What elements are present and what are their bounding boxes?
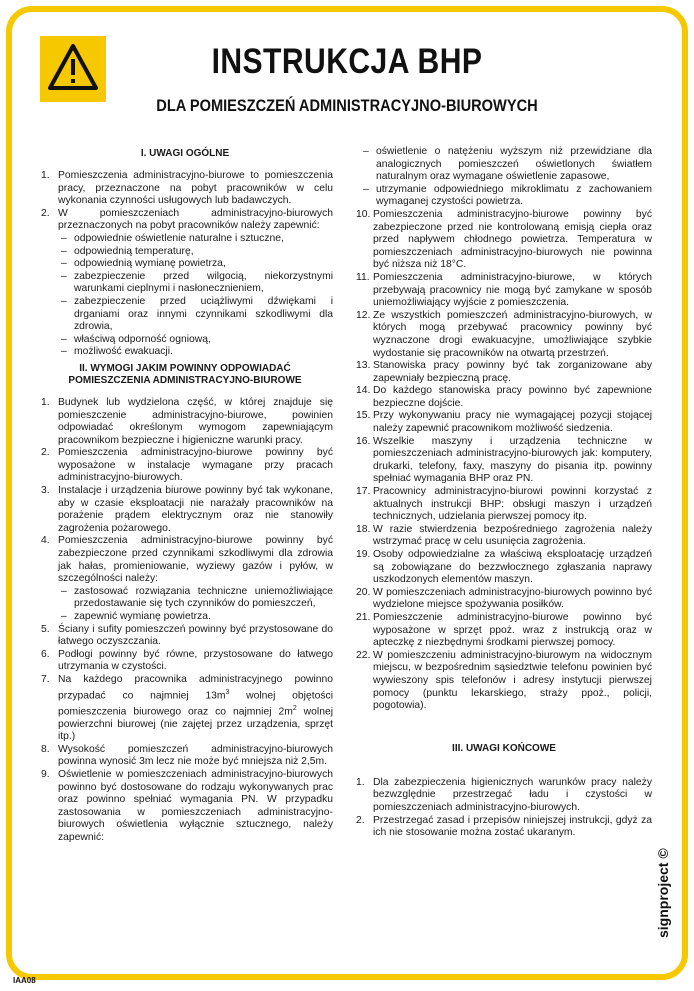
list-item: 7. Na każdego pracownika administracyjnego powinno przypadać co najmniej $13m^3$ wolnej objętości pomieszczenia biurowego oraz co najmniej $2m^2$ wolnej powierzchni biurowej (nie zajętej przez urządzenia, sprzęt itp.) (41, 673, 334, 743)
sub-item: – odpowiednie oświetlenie naturalne i sztuczne, (58, 233, 333, 246)
section1-list (37, 170, 333, 359)
list-item: 4. Pomieszczenia administracyjno-biurowe powinny być zabezpieczone przed czynnikami szkodliwymi dla zdrowia jak hałas, promieniowanie, wyziewy gazów i pyłów, w szczególności należy: – zastosować rozwiązania techniczne uniemożliwiające przedostawanie się tych czynników do pomieszczeń, – zapewnić wymianę powietrza. (37, 535, 333, 623)
sub-item: – odpowiednią wymianę powietrza, (58, 258, 333, 271)
section2-list-left (37, 397, 333, 845)
page-subtitle: DLA POMIESZCZEŃ ADMINISTRACYJNO-BIUROWYCH (156, 96, 538, 115)
section2-list-right (356, 209, 652, 713)
list-item: 8. Wysokość pomieszczeń administracyjno-biurowych powinna wynosić 3m lecz nie może być mniejsza niż 2,5m. (41, 743, 333, 768)
brand-signproject: signproject © (655, 848, 671, 938)
sub-item: – zabezpieczenie przed wilgocią, niekorzystnymi warunkami cieplnymi i nasłonecznieniem, (58, 271, 333, 296)
list-item: 14. Do każdego stanowiska pracy powinno być zapewnione bezpieczne dojście. (356, 385, 652, 409)
list-item: 3. Instalacje i urządzenia biurowe powinny być tak wykonane, aby w czasie eksploatacji nie narażały pracowników na porażenie prądem elektrycznym oraz nie stanowiły zagrożenia pożarowego. (41, 485, 333, 534)
section3-list (356, 777, 652, 840)
sub-item: – zabezpieczenie przed uciążliwymi dźwiękami i drganiami oraz innymi czynnikami szkodliwymi dla zdrowia, (58, 296, 333, 334)
list-item: 16. Wszelkie maszyny i urządzenia techniczne w pomieszczeniach administracyjno-biurowych jak: komputery, drukarki, telefony, faxy, maszyny do pisania itp. powinny spełniać wymagania BHP oraz PN. (356, 435, 652, 485)
list-item: 13. Stanowiska pracy powinny być tak zorganizowane aby zapewniały bezpieczną pracę. (356, 360, 652, 384)
list-item: 1. Dla zabezpieczenia higienicznych warunków pracy należy bezwzględnie przestrzegać ładu i czystości w pomieszczeniach administracyjno-biurowych. (356, 776, 652, 813)
section2-item9-sublist (360, 146, 652, 209)
list-item: 10. Pomieszczenia administracyjno-biurowe powinny być zabezpieczone przed nie kontrolowaną emisją ciepła oraz przed napływem chłodnego powietrza. Temperatura w pomieszczeniach administracyjno-biurowych nie powinna być niższa niż 18°C. (356, 208, 652, 271)
sign-code: IAA08 (13, 976, 36, 985)
list-item: 20. W pomieszczeniach administracyjno-biurowych powinno być wydzielone miejsce spożywania posiłków. (356, 586, 652, 611)
sub-item: – możliwość ewakuacji. (58, 346, 333, 359)
section1-heading: I. UWAGI OGÓLNE (140, 148, 230, 159)
list-item: 15. Przy wykonywaniu pracy nie wymagającej pozycji stojącej należy zapewnić pracownikom możliwość siedzenia. (356, 410, 652, 435)
list-item: 12. Ze wszystkich pomieszczeń administracyjno-biurowych, w których mogą przebywać pracownicy powinny być wyznaczone drogi ewakuacyjne, umożliwiające szybkie wydostanie się pracowników na otwartą przestrzeń. (356, 309, 652, 359)
sub-list (58, 233, 333, 359)
section2-heading: II. WYMOGI JAKIM POWINNY ODPOWIADAĆ POMIESZCZENIA ADMINISTRACYJNO-BIUROWE (68, 362, 302, 386)
list-item: 22. W pomieszczeniu administracyjno-biurowym na widocznym miejscu, w bezpośrednim sąsiedztwie telefonu powinien być wywieszony spis telefonów i adresy instytucji pierwszej pomocy (punktu lekarskiego, straży ppoż., policji, pogotowia). (356, 649, 652, 712)
list-item: 1. Pomieszczenia administracyjno-biurowe to pomieszczenia pracy, przeznaczone na pobyt pracowników w celu wykonania czynności usługowych lub badawczych. (41, 170, 333, 207)
right-column (356, 146, 652, 840)
list-item: 1. Budynek lub wydzielona część, w której znajduje się pomieszczenie administracyjno-biurowe, powinien odpowiadać określonym wymogom zapewniającym pracownikom bezpieczne i higieniczne warunki pracy. (41, 396, 333, 446)
list-item: 19. Osoby odpowiedzialne za właściwą eksploatację urządzeń są zobowiązane do bezzwłocznego zgłaszania naprawy uszkodzonych elementów maszyn. (356, 549, 652, 586)
list-item: 18. W razie stwierdzenia bezpośredniego zagrożenia należy wstrzymać pracę w celu usunięcia zagrożenia. (356, 523, 652, 548)
sub-item: – odpowiednią temperaturę, (58, 246, 333, 259)
list-item: 21. Pomieszczenie administracyjno-biurowe powinno być wyposażone w sprzęt ppoż. wraz z instrukcją oraz w apteczkę z niezbędnymi środkami pierwszej pomocy. (356, 611, 652, 649)
list-item: 5. Ściany i sufity pomieszczeń powinny być przystosowane do łatwego oczyszczania. (41, 623, 333, 648)
sub-list (58, 586, 333, 624)
list-item: 2. W pomieszczeniach administracyjno-biurowych przeznaczonych na pobyt pracowników należy zapewnić: – odpowiednie oświetlenie naturalne i sztuczne, – odpowiednią temperaturę, – odpowiednią wymianę powietrza, – zabezpieczenie przed wilgocią, niekorzystnymi warunkami cieplnymi i nasłonecznieniem, – zabezpieczenie przed uciążliwymi dźwiękami i drganiami oraz innymi czynnikami szkodliwymi dla zdrowia, – właściwą odporność ogniową, – możliwość ewakuacji. (37, 208, 333, 359)
left-column (37, 146, 333, 845)
sub-item: – utrzymanie odpowiedniego mikroklimatu z zachowaniem wymaganej czystości powietrza. (360, 184, 652, 209)
section3-heading: III. UWAGI KOŃCOWE (452, 742, 556, 754)
list-item: 17. Pracownicy administracyjno-biurowi powinni korzystać z aktualnych instrukcji BHP: obsługi maszyn i urządzeń technicznych, udzielania pierwszej pomocy itp. (356, 486, 652, 523)
sub-item: – właściwą odporność ogniową, (58, 334, 333, 347)
list-item: 9. Oświetlenie w pomieszczeniach administracyjno-biurowych powinno być dostosowane do rodzaju wykonywanych prac oraz powinno spełniać wymagania PN. W przypadku zastosowania w pomieszczeniach administracyjno-biurowych oświetlenia wyłącznie sztucznego, należy zapewnić: (41, 769, 333, 843)
list-item: 6. Podłogi powinny być równe, przystosowane do łatwego utrzymania w czystości. (41, 648, 333, 673)
list-item: 2. Przestrzegać zasad i przepisów niniejszej instrukcji, gdyż za ich nie stosowanie można zostać ukaranym. (356, 814, 652, 839)
list-item: 2. Pomieszczenia administracyjno-biurowe powinny być wyposażone w instalacje wymagane przy pracach administracyjno-biurowych. (41, 447, 333, 484)
page-title: INSTRUKCJA BHP (211, 42, 483, 81)
sub-item: – zapewnić wymianę powietrza. (58, 611, 333, 624)
list-item: 11. Pomieszczenia administracyjno-biurowe, w których przebywają pracownicy nie mogą być zamykane w sposób uniemożliwiający wyjście z pomieszczenia. (356, 271, 652, 309)
sub-item: – zastosować rozwiązania techniczne uniemożliwiające przedostawanie się tych czynników do pomieszczeń, (58, 586, 333, 611)
sub-item: – oświetlenie o natężeniu wyższym niż przewidziane dla analogicznych pomieszczeń oświetlonych światłem naturalnym oraz wymagane oświetlenie zapasowe, (360, 146, 652, 184)
